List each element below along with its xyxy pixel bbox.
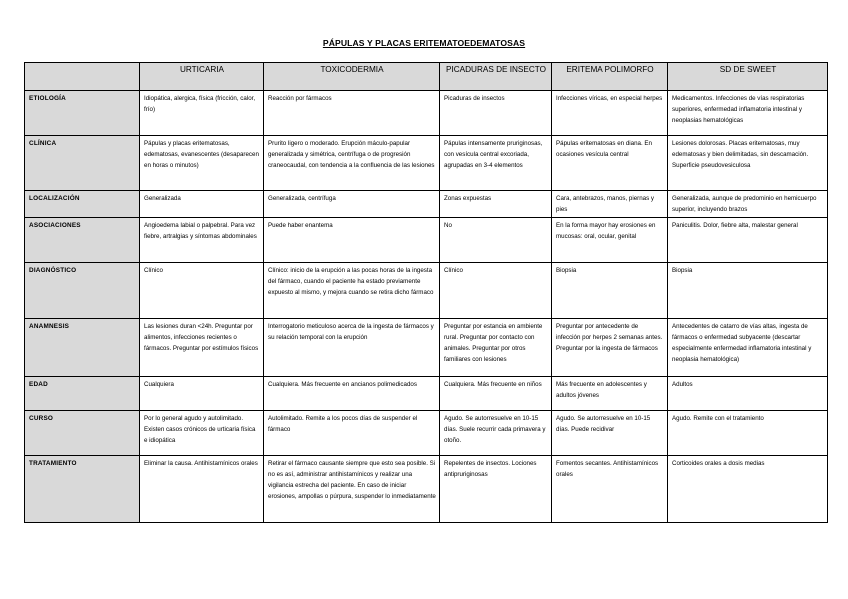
row-label: ASOCIACIONES [25,218,140,263]
table-cell: Preguntar por antecedente de infección por herpes 2 semanas antes. Preguntar por la ingesta de fármacos [552,319,668,377]
table-cell: Zonas expuestas [440,191,552,218]
row-label: EDAD [25,377,140,411]
table-cell: Interrogatorio meticuloso acerca de la ingesta de fármacos y su relación temporal con la erupción [264,319,440,377]
table-cell: Agudo. Remite con el tratamiento [668,411,828,456]
table-cell: Agudo. Se autorresuelve en 10-15 días. Suele recurrir cada primavera y otoño. [440,411,552,456]
table-row [25,136,828,191]
table-cell: Pápulas eritematosas en diana. En ocasiones vesícula central [552,136,668,191]
table-cell: En la forma mayor hay erosiones en mucosas: oral, ocular, genital [552,218,668,263]
table-cell: Paniculitis. Dolor, fiebre alta, malestar general [668,218,828,263]
table-cell: Fomentos secantes. Antihistamínicos orales [552,456,668,523]
table-cell: Por lo general agudo y autolimitado. Existen casos crónicos de urticaria física e idiopática [140,411,264,456]
table-cell: Cualquiera [140,377,264,411]
table-cell: Generalizada [140,191,264,218]
row-label: DIAGNÓSTICO [25,263,140,319]
table-cell: Pápulas intensamente pruriginosas, con vesícula central excoriada, agrupadas en 3-4 elementos [440,136,552,191]
document-title: PÁPULAS Y PLACAS ERITEMATOEDEMATOSAS [322,38,526,48]
table-row [25,411,828,456]
table-cell: Clínico [440,263,552,319]
table-cell: Cualquiera. Más frecuente en ancianos polimedicados [264,377,440,411]
table-cell: Cara, antebrazos, manos, piernas y pies [552,191,668,218]
table-cell: Picaduras de insectos [440,91,552,136]
header-urticaria: URTICARIA [140,63,264,91]
header-toxicodermia: TOXICODERMIA [264,63,440,91]
table-cell: Las lesiones duran <24h. Preguntar por alimentos, infecciones recientes o fármacos. Preguntar por estímulos físicos [140,319,264,377]
table-cell: Antecedentes de catarro de vías altas, ingesta de fármacos o enfermedad subyacente (descartar especialmente enfermedad inflamatoria intestinal y neoplasia hematológica) [668,319,828,377]
table-cell: Repelentes de insectos. Lociones antipruriginosas [440,456,552,523]
table-row [25,263,828,319]
table-row [25,377,828,411]
table-cell: Biopsia [552,263,668,319]
table-row [25,91,828,136]
table-cell: Eliminar la causa. Antihistamínicos orales [140,456,264,523]
table-row [25,456,828,523]
row-label: CLÍNICA [25,136,140,191]
table-cell: Cualquiera. Más frecuente en niños [440,377,552,411]
table-cell: Generalizada, centrífuga [264,191,440,218]
row-label: LOCALIZACIÓN [25,191,140,218]
table-row [25,218,828,263]
header-row [25,63,828,91]
row-label: TRATAMIENTO [25,456,140,523]
table-cell: Adultos [668,377,828,411]
table-cell: No [440,218,552,263]
table-cell: Retirar el fármaco causante siempre que esto sea posible. Si no es así, administrar antihistamínicos y realizar una vigilancia estrecha del paciente. En caso de iniciar erosiones, ampollas o púrpura, suspender lo inmediatamente [264,456,440,523]
table-cell: Preguntar por estancia en ambiente rural. Preguntar por contacto con animales. Preguntar por otros familiares con lesiones [440,319,552,377]
row-label: CURSO [25,411,140,456]
table-cell: Pápulas y placas eritematosas, edematosas, evanescentes (desaparecen en horas o minutos) [140,136,264,191]
header-eritema-polimorfo: ERITEMA POLIMORFO [552,63,668,91]
header-picaduras: PICADURAS DE INSECTO [440,63,552,91]
table-cell: Reacción por fármacos [264,91,440,136]
table-cell: Idiopática, alergica, física (fricción, calor, frío) [140,91,264,136]
table-row [25,319,828,377]
table-cell: Autolimitado. Remite a los pocos días de suspender el fármaco [264,411,440,456]
table-cell: Generalizada, aunque de predominio en hemicuerpo superior, incluyendo brazos [668,191,828,218]
table-cell: Clínico [140,263,264,319]
table-cell: Biopsia [668,263,828,319]
row-label: ANAMNESIS [25,319,140,377]
comparison-table [24,62,828,523]
table-cell: Medicamentos. Infecciones de vías respiratorias superiores, enfermedad inflamatoria intestinal y neoplasias hematológicas [668,91,828,136]
table-cell: Angioedema labial o palpebral. Para vez fiebre, artralgias y síntomas abdominales [140,218,264,263]
header-corner [25,63,140,91]
row-label: ETIOLOGÍA [25,91,140,136]
table-cell: Prurito ligero o moderado. Erupción máculo-papular generalizada y simétrica, centrífuga o de progresión craneocaudal, con tendencia a la confluencia de las lesiones [264,136,440,191]
header-sd-sweet: SD DE SWEET [668,63,828,91]
table-cell: Infecciones víricas, en especial herpes [552,91,668,136]
table-cell: Lesiones dolorosas. Placas eritematosas, muy edematosas y bien delimitadas, sin descamación. Superficie pseudovesiculosa [668,136,828,191]
table-row [25,191,828,218]
table-cell: Puede haber enantema [264,218,440,263]
table-cell: Corticoides orales a dosis medias [668,456,828,523]
table-cell: Agudo. Se autorresuelve en 10-15 días. Puede recidivar [552,411,668,456]
table-cell: Más frecuente en adolescentes y adultos jóvenes [552,377,668,411]
table-cell: Clínico: inicio de la erupción a las pocas horas de la ingesta del fármaco, cuando el paciente ha estado previamente expuesto al mismo, y mejora cuando se retira dicho fármaco [264,263,440,319]
